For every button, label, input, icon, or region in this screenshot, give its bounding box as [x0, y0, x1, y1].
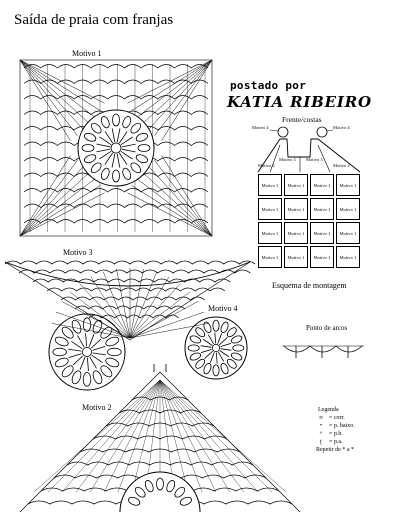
strap-right-label: Motivo 4	[333, 125, 350, 130]
motif-3-round-stitch	[73, 356, 83, 365]
assembly-cell-label: Motivo 1	[287, 230, 305, 236]
motif-1-corner-fan-stitch	[20, 60, 100, 111]
assembly-top-label: Frente/costas	[282, 115, 322, 124]
assembly-motif-2-label: Motivo 2	[333, 163, 350, 168]
legend-item	[316, 438, 355, 446]
assembly-cell-motif-1	[258, 222, 282, 244]
motif-3-round-stitch	[71, 341, 82, 348]
motif-4-round-puff-stitch	[233, 345, 244, 351]
assembly-cell-label: Motivo 1	[261, 230, 279, 236]
assembly-cell-motif-1	[310, 174, 334, 196]
motif-1-corner-fan-stitch	[20, 60, 77, 136]
assembly-strap-left-pointer	[270, 130, 278, 131]
motif-4-round-stitch	[219, 337, 227, 344]
motif-3-round-stitch	[93, 353, 106, 355]
motif-4-round-stitch	[203, 339, 212, 345]
assembly-cell-label: Motivo 1	[339, 182, 357, 188]
assembly-cell-motif-1	[284, 222, 308, 244]
motif-1-square	[20, 60, 212, 236]
legend-title: Legenda	[318, 407, 339, 413]
assembly-cell-motif-1	[258, 174, 282, 196]
assembly-cell-label: Motivo 1	[261, 206, 279, 212]
motif-4-round	[185, 317, 247, 379]
assembly-cell-label: Motivo 1	[313, 182, 331, 188]
assembly-cell-motif-1	[310, 222, 334, 244]
motif-4-round-stitch	[220, 351, 229, 357]
motif-3-round-puff-stitch	[108, 348, 122, 356]
motif-3-round-center-ring	[82, 347, 91, 356]
assembly-cell-motif-1	[310, 198, 334, 220]
motif-1-corner-fan-stitch	[20, 166, 84, 236]
motif-2-top-stem	[154, 364, 166, 372]
legend-item-text: = p.a.	[329, 439, 343, 445]
credit-line-2: KATIA RIBEIRO	[227, 93, 372, 111]
motif-2-chain-column	[34, 380, 160, 492]
assembly-cell-motif-1	[336, 198, 360, 220]
motif-1-arc-row	[24, 96, 208, 100]
assembly-strap-right-ring	[317, 127, 327, 137]
assembly-strap-left-ring	[278, 127, 288, 137]
motif-4-round-stitch	[201, 346, 212, 348]
motif-1-corner-fan-stitch	[136, 60, 212, 118]
motif-1-corner-fan-stitch	[162, 155, 212, 236]
motif-1-corner-fan-stitch	[20, 178, 96, 236]
motif-4-round-stitch	[205, 351, 213, 358]
motif-1-corner-fan-stitch	[20, 60, 105, 103]
assembly-caption: Esquema de montagem	[272, 281, 347, 290]
assembly-cell-label: Motivo 1	[339, 206, 357, 212]
assembly-cell-label: Motivo 1	[339, 230, 357, 236]
chain-symbol-icon: ∞	[318, 415, 324, 421]
motif-3-fan-stitch	[130, 272, 157, 338]
legend-item-text: = p. baixo.	[329, 423, 355, 429]
motif-4-round-stitch	[201, 349, 211, 352]
assembly-cell-motif-1	[336, 246, 360, 268]
motif-3-round-stitch	[89, 334, 94, 346]
motif-1-corner-fan-stitch	[20, 193, 105, 236]
motif-1-corner-fan-stitch	[20, 60, 90, 124]
motif-1-center-ring	[78, 110, 154, 186]
motif-4-round-center-ring	[212, 344, 219, 351]
motif-3-round-stitch	[86, 333, 87, 346]
motif-3-round-stitch	[91, 339, 101, 348]
motif-3-fan	[5, 261, 255, 340]
assembly-cell-label: Motivo 1	[313, 230, 331, 236]
arc-stitch-sample	[282, 346, 364, 358]
motif-1-corner-fan-stitch	[20, 60, 96, 118]
motif-1-label: Motivo 1	[72, 49, 102, 58]
motif-4-round-puff-stitch	[213, 320, 219, 331]
motif-4-round-stitch	[215, 333, 216, 344]
motif-3-round-stitch	[92, 355, 103, 362]
assembly-cell-motif-1	[310, 246, 334, 268]
double-crochet-symbol-icon: ʈ	[320, 439, 322, 445]
motif-2-chain-column	[160, 380, 286, 492]
motif-1-corner-fan-stitch	[127, 193, 212, 236]
motif-2-triangle	[20, 364, 300, 512]
motif-4-round-stitch	[218, 352, 223, 361]
motif-1-corner-fan-stitch	[162, 60, 212, 141]
assembly-cell-motif-1	[284, 174, 308, 196]
motif-3-round-outer-ring	[49, 314, 125, 390]
motif-1-corner-fan-stitch	[20, 160, 77, 236]
credit-line-1: postado por	[230, 79, 307, 92]
motif-4-round-stitch	[218, 334, 222, 344]
assembly-cell-motif-1	[284, 246, 308, 268]
assembly-cell-motif-1	[258, 198, 282, 220]
assembly-motif-2-label: Motivo 2	[258, 163, 275, 168]
legend-item-text: = p.b.	[329, 431, 343, 437]
motif-1-corner-fan-stitch	[136, 178, 212, 236]
motif-1-corner-fan-stitch	[20, 60, 70, 141]
motif-1-corner-fan-stitch	[132, 60, 212, 111]
motif-3-round-stitch	[90, 357, 97, 369]
legend-item	[316, 422, 355, 430]
legend-item	[316, 414, 355, 422]
motif-1-corner-fan-stitch	[148, 60, 212, 130]
motif-1-corner-fan-stitch	[20, 185, 100, 236]
motif-1-corner-fan-stitch	[127, 60, 212, 103]
motif-3-arc-row	[61, 297, 205, 300]
motif-3-round-stitch	[69, 354, 82, 358]
motif-3-edge	[5, 262, 250, 286]
motif-4-round-puff-stitch	[188, 345, 199, 351]
assembly-cell-label: Motivo 1	[339, 254, 357, 260]
assembly-cell-motif-1	[336, 222, 360, 244]
legend-repeat-note: Repetir de * a *	[316, 447, 354, 453]
motif-1-corner-fan-stitch	[20, 60, 84, 130]
motif-1-corner-fan-stitch	[155, 160, 212, 236]
assembly-cell-label: Motivo 1	[313, 254, 331, 260]
motif-3-arc-row	[5, 261, 255, 264]
legend	[316, 406, 355, 454]
strap-left-label: Motivo 4	[252, 125, 269, 130]
assembly-cell-motif-1	[258, 246, 282, 268]
motif-3-round-stitch	[78, 336, 85, 348]
assembly-motif-3-label: Motivo 3	[279, 157, 296, 162]
motif-3-label: Motivo 3	[63, 248, 93, 257]
motif-4-round-outer-ring	[185, 317, 247, 379]
assembly-cell-motif-1	[284, 198, 308, 220]
motif-1-corner-fan-stitch	[148, 166, 212, 236]
motif-4-round-stitch	[208, 335, 213, 344]
motif-4-label: Motivo 4	[208, 304, 238, 313]
motif-1-arc-row	[24, 189, 208, 193]
assembly-cell-label: Motivo 1	[313, 206, 331, 212]
assembly-cell-label: Motivo 1	[287, 206, 305, 212]
assembly-motif-3-label: Motivo 3	[306, 157, 323, 162]
assembly-cell-label: Motivo 1	[261, 254, 279, 260]
motif-4-round-stitch	[210, 352, 214, 362]
motif-3-arc-row	[47, 288, 225, 291]
motif-3-round-puff-stitch	[83, 373, 91, 387]
arc-stitch-label: Ponto de arcos	[306, 324, 348, 332]
motif-3-arc-row	[19, 270, 250, 273]
assembly-cell-label: Motivo 1	[287, 182, 305, 188]
motif-3-round-stitch	[92, 346, 105, 350]
motif-3-round-stitch	[68, 349, 81, 351]
legend-item-text: = corr.	[329, 415, 345, 421]
motif-4-round-puff-stitch	[213, 365, 219, 376]
motif-3-round-puff-stitch	[83, 318, 91, 332]
motif-3-round-stitch	[80, 357, 85, 369]
motif-3-round-stitch	[87, 358, 88, 371]
motif-1-corner-fan-stitch	[132, 185, 212, 236]
motif-4-round-stitch	[216, 353, 217, 364]
motif-1-corner-fan-stitch	[20, 155, 70, 236]
assembly-cell-motif-1	[336, 174, 360, 196]
legend-item	[316, 430, 355, 438]
single-crochet-symbol-icon: +	[319, 431, 323, 437]
motif-3-round	[49, 314, 125, 390]
motif-1-arc-row	[24, 80, 208, 84]
motif-1-corner-fan-stitch	[155, 60, 212, 136]
page-title: Saída de praia com franjas	[14, 12, 174, 28]
motif-1-arc-row	[24, 65, 208, 69]
assembly-cell-label: Motivo 1	[287, 254, 305, 260]
assembly-cell-label: Motivo 1	[261, 182, 279, 188]
motif-3-round-puff-stitch	[53, 348, 67, 356]
motif-2-label: Motivo 2	[82, 403, 112, 412]
motif-4-round-stitch	[221, 349, 232, 351]
slip-stitch-symbol-icon: •	[319, 423, 323, 429]
motif-4-round-stitch	[220, 343, 230, 346]
